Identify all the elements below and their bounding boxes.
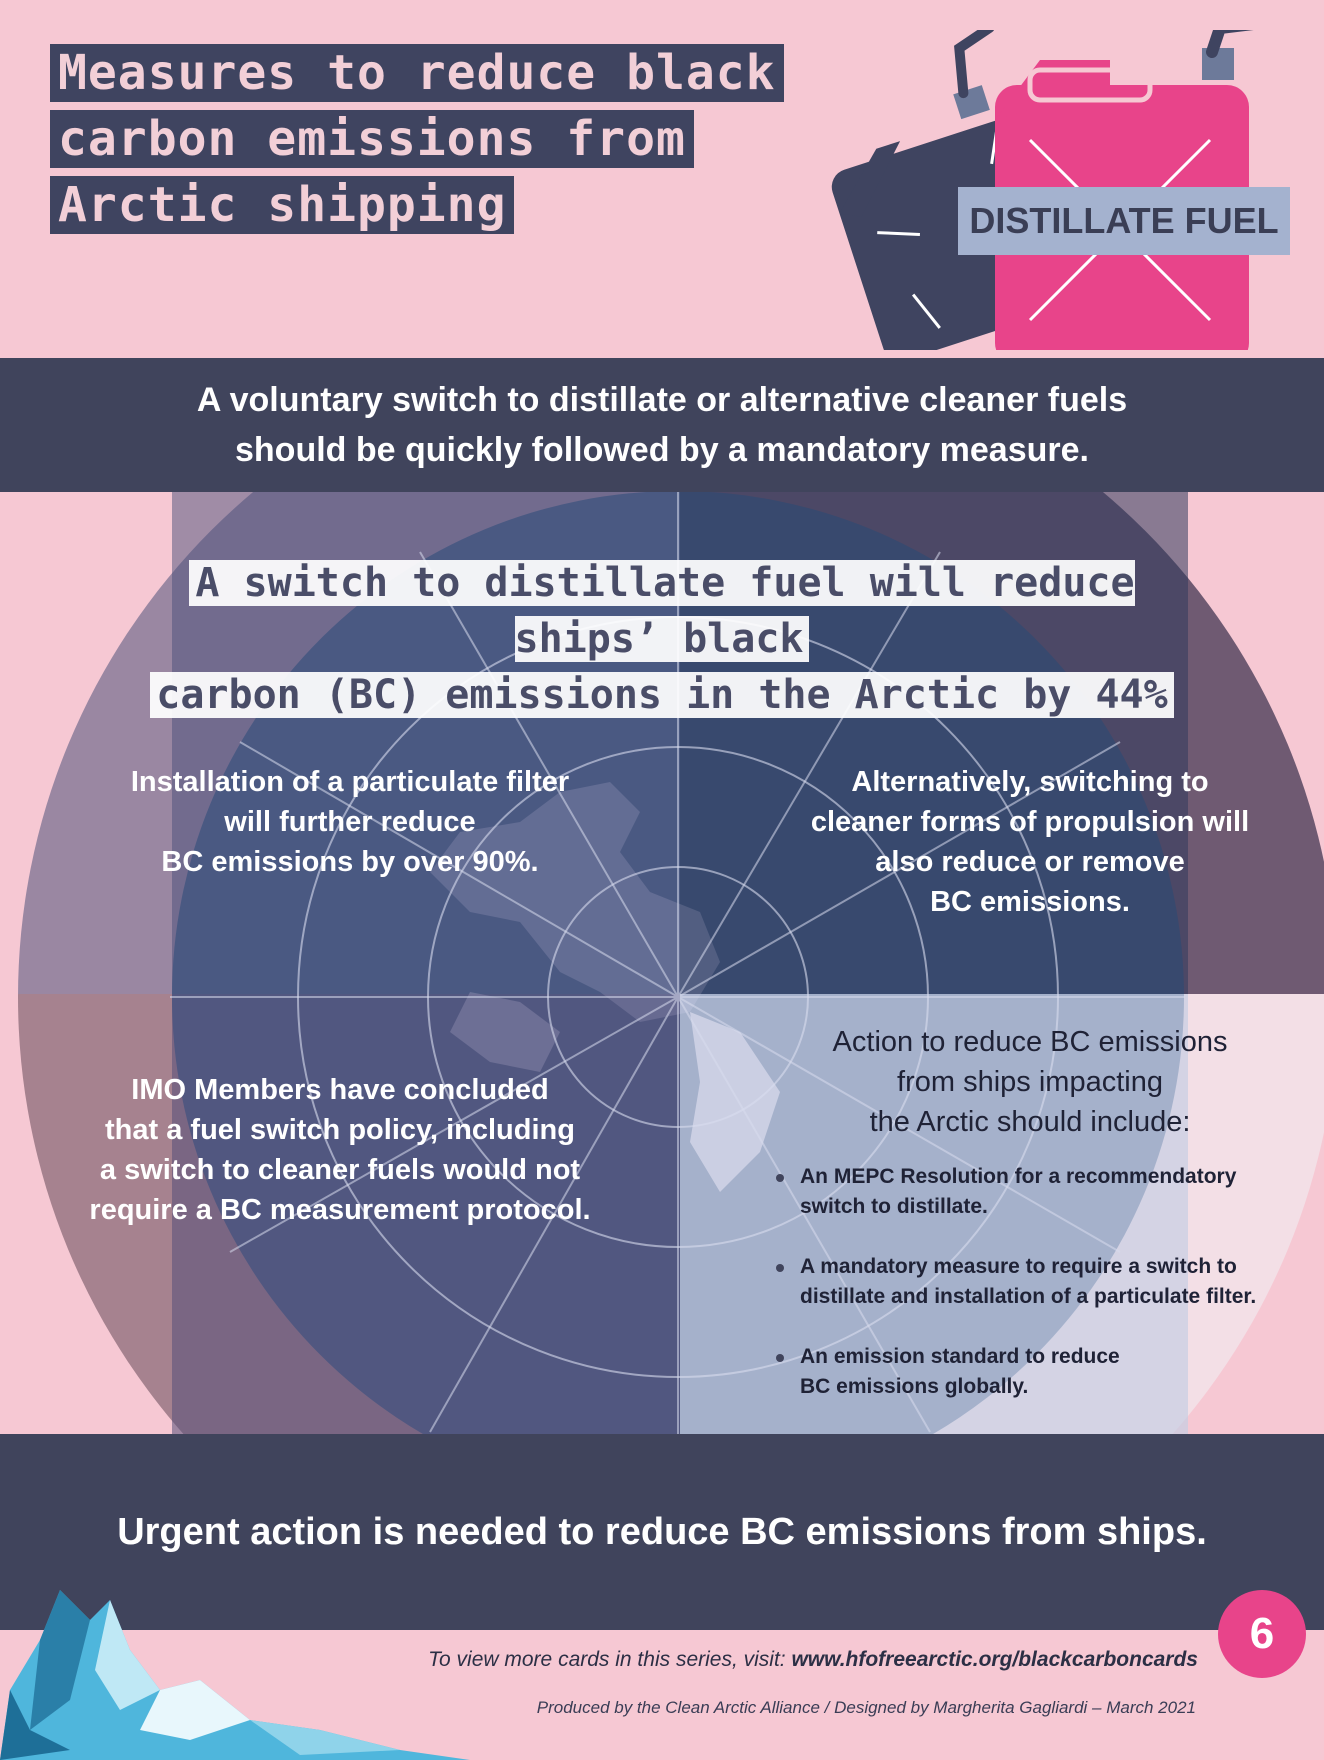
footer-link-url[interactable]: www.hfofreearctic.org/blackcarboncards bbox=[791, 1648, 1198, 1671]
quadrant-top-left-text bbox=[90, 762, 610, 882]
action-title-line: the Arctic should include: bbox=[869, 1106, 1191, 1138]
quadrant-tl-line: BC emissions by over 90%. bbox=[161, 846, 539, 878]
list-item-line: A mandatory measure to require a switch to bbox=[800, 1255, 1237, 1278]
title-line-3: Arctic shipping bbox=[50, 176, 514, 234]
page-number-badge: 6 bbox=[1218, 1590, 1306, 1678]
quadrant-tl-line: Installation of a particulate filter bbox=[130, 766, 570, 798]
distillate-fuel-label: DISTILLATE FUEL bbox=[958, 187, 1290, 255]
quadrant-tr-line: cleaner forms of propulsion will bbox=[810, 806, 1250, 838]
bullet-icon bbox=[776, 1174, 784, 1182]
quadrant-top-right-text bbox=[760, 762, 1300, 922]
list-item-line: distillate and installation of a particulate filter. bbox=[800, 1285, 1257, 1308]
iceberg-icon bbox=[0, 1580, 470, 1760]
list-item bbox=[760, 1162, 1300, 1222]
footer-link-text bbox=[428, 1648, 1198, 1672]
action-list bbox=[760, 1162, 1300, 1402]
list-item bbox=[760, 1342, 1300, 1402]
top-banner-line-2: should be quickly followed by a mandatory measure. bbox=[235, 431, 1089, 469]
list-item bbox=[760, 1252, 1300, 1312]
bullet-icon bbox=[776, 1354, 784, 1362]
stat-line-1: A switch to distillate fuel will reduce ships’ black bbox=[189, 560, 1134, 662]
title-line-2: carbon emissions from bbox=[50, 110, 694, 168]
footer-credit: Produced by the Clean Arctic Alliance / Designed by Margherita Gagliardi – March 2021 bbox=[536, 1698, 1196, 1717]
quadrant-bl-line: a switch to cleaner fuels would not bbox=[99, 1154, 581, 1186]
action-box bbox=[760, 1022, 1300, 1432]
quadrant-bl-line: that a fuel switch policy, including bbox=[105, 1114, 575, 1146]
title-line-1: Measures to reduce black bbox=[50, 44, 784, 102]
action-title bbox=[760, 1022, 1300, 1142]
quadrant-bottom-left-text bbox=[60, 1070, 620, 1230]
stat-headline bbox=[115, 555, 1209, 723]
top-banner-line-1: A voluntary switch to distillate or alternative cleaner fuels bbox=[196, 381, 1128, 419]
quadrant-tr-line: also reduce or remove bbox=[875, 846, 1185, 878]
footer-link-prefix: To view more cards in this series, visit: bbox=[428, 1648, 792, 1671]
list-item-line: An emission standard to reduce bbox=[800, 1345, 1120, 1368]
quadrant-bl-line: require a BC measurement protocol. bbox=[89, 1194, 591, 1226]
quadrant-tr-line: Alternatively, switching to bbox=[851, 766, 1209, 798]
bullet-icon bbox=[776, 1264, 784, 1272]
page-title bbox=[50, 44, 830, 242]
top-banner bbox=[0, 358, 1324, 492]
list-item-line: BC emissions globally. bbox=[800, 1375, 1029, 1398]
action-title-line: from ships impacting bbox=[897, 1066, 1163, 1098]
stat-line-2: carbon (BC) emissions in the Arctic by 44% bbox=[150, 672, 1173, 718]
quadrant-tl-line: will further reduce bbox=[224, 806, 476, 838]
bottom-banner-text: Urgent action is needed to reduce BC emissions from ships. bbox=[117, 1510, 1207, 1553]
list-item-line: switch to distillate. bbox=[800, 1195, 988, 1218]
quadrant-tr-line: BC emissions. bbox=[930, 886, 1130, 918]
list-item-line: An MEPC Resolution for a recommendatory bbox=[800, 1165, 1237, 1188]
action-title-line: Action to reduce BC emissions bbox=[832, 1026, 1228, 1058]
quadrant-bl-line: IMO Members have concluded bbox=[131, 1074, 549, 1106]
